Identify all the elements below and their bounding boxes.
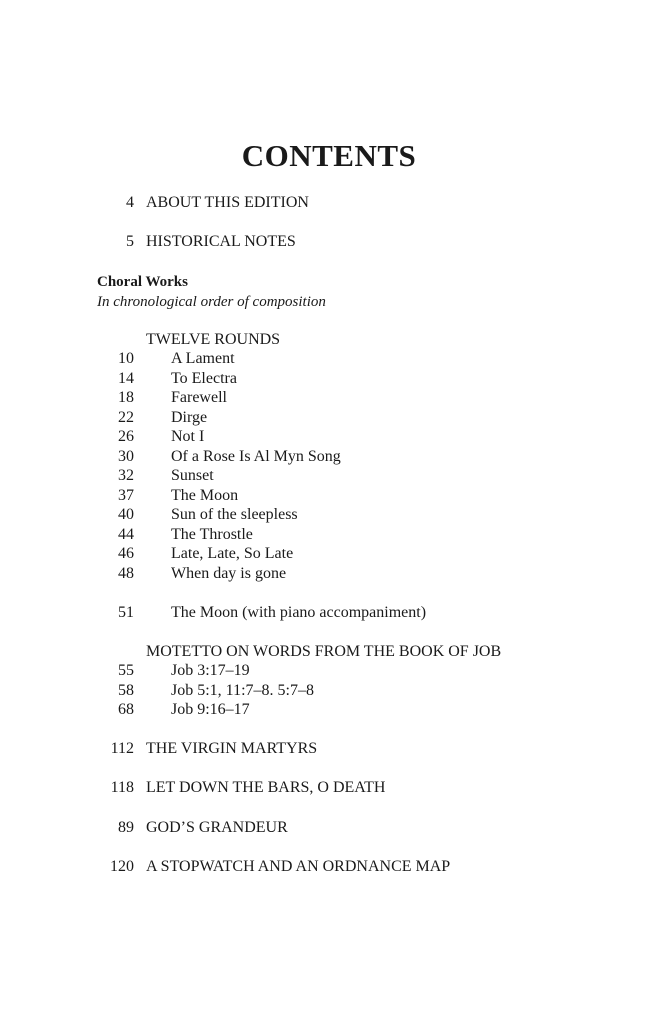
toc-entry — [0, 192, 658, 214]
page-number: 10 — [118, 350, 134, 367]
entry-title: LET DOWN THE BARS, O DEATH — [146, 779, 386, 796]
entry-title: ABOUT THIS EDITION — [146, 194, 309, 211]
page-number: 26 — [118, 428, 134, 445]
toc-subentry — [0, 504, 658, 526]
toc-subentry — [0, 348, 658, 370]
page-number: 118 — [110, 779, 134, 796]
entry-title: To Electra — [171, 370, 237, 387]
page-number: 32 — [118, 467, 134, 484]
page-number: 37 — [118, 487, 134, 504]
entry-title: Sunset — [171, 467, 214, 484]
toc-subentry — [0, 543, 658, 565]
entry-title: Sun of the sleepless — [171, 506, 298, 523]
entry-title: Not I — [171, 428, 205, 445]
entry-title: Late, Late, So Late — [171, 545, 294, 562]
toc-subentry — [0, 465, 658, 487]
entry-title: Job 5:1, 11:7–8. 5:7–8 — [171, 682, 314, 699]
page-title: CONTENTS — [241, 138, 417, 173]
toc-subentry — [0, 426, 658, 448]
page-number: 40 — [118, 506, 134, 523]
page-number: 120 — [110, 858, 134, 875]
entry-title: Dirge — [171, 409, 208, 426]
page-number: 14 — [118, 370, 134, 387]
entry-title: Farewell — [171, 389, 227, 406]
toc-entry — [0, 231, 658, 253]
group-title: TWELVE ROUNDS — [146, 331, 281, 348]
toc-subentry — [0, 387, 658, 409]
page-number: 51 — [118, 604, 134, 621]
toc-entry — [0, 817, 658, 839]
page-number: 89 — [118, 819, 134, 836]
page-number: 112 — [110, 740, 134, 757]
toc-subentry — [0, 563, 658, 585]
page-number: 5 — [126, 233, 134, 250]
toc-entry — [0, 777, 658, 799]
entry-title: When day is gone — [171, 565, 287, 582]
page-number: 46 — [118, 545, 134, 562]
entry-title: A Lament — [171, 350, 235, 367]
toc-subentry — [0, 699, 658, 721]
entry-title: The Throstle — [171, 526, 253, 543]
entry-title: Of a Rose Is Al Myn Song — [171, 448, 341, 465]
page-number: 30 — [118, 448, 134, 465]
page-number: 18 — [118, 389, 134, 406]
toc-entry — [0, 856, 658, 878]
toc-subentry — [0, 660, 658, 682]
section-heading: Choral Works — [97, 274, 188, 290]
toc-entry — [0, 738, 658, 760]
entry-title: The Moon (with piano accompaniment) — [171, 604, 427, 621]
entry-title: THE VIRGIN MARTYRS — [146, 740, 318, 757]
page-number: 55 — [118, 662, 134, 679]
page-number: 68 — [118, 701, 134, 718]
entry-title: Job 9:16–17 — [171, 701, 250, 718]
entry-title: GOD’S GRANDEUR — [146, 819, 288, 836]
entry-title: HISTORICAL NOTES — [146, 233, 296, 250]
page-number: 48 — [118, 565, 134, 582]
toc-subentry — [0, 602, 658, 624]
entry-title: The Moon — [171, 487, 239, 504]
group-title: MOTETTO ON WORDS FROM THE BOOK OF JOB — [146, 643, 502, 660]
section-note: In chronological order of composition — [97, 294, 326, 310]
entry-title: A STOPWATCH AND AN ORDNANCE MAP — [146, 858, 451, 875]
entry-title: Job 3:17–19 — [171, 662, 250, 679]
page-number: 22 — [118, 409, 134, 426]
page-number: 44 — [118, 526, 134, 543]
page-number: 4 — [126, 194, 134, 211]
page-number: 58 — [118, 682, 134, 699]
